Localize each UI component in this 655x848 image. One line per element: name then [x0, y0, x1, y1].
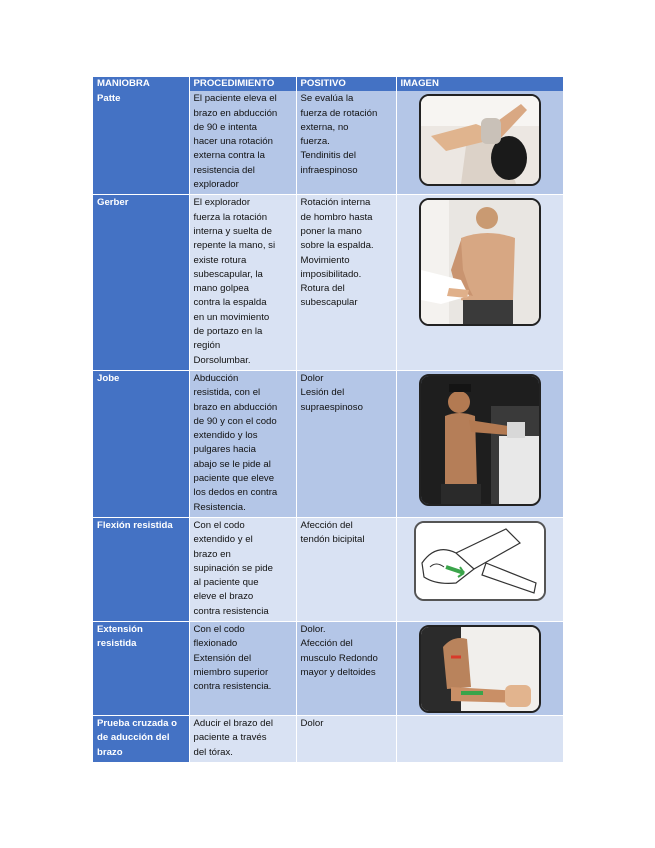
maniobra-cell: Gerber	[93, 195, 189, 371]
imagen-cell	[396, 195, 563, 371]
header-row	[93, 77, 563, 91]
patte-photo	[419, 94, 541, 186]
positivo-cell: Dolor. Afección del musculo Redondo mayor y deltoides	[296, 621, 396, 715]
jobe-photo	[419, 374, 541, 506]
procedimiento-cell: Con el codo extendido y el brazo en supinación se pide al paciente que eleve el brazo contra resistencia	[189, 517, 296, 621]
table-row	[93, 621, 563, 715]
header-imagen: IMAGEN	[396, 77, 563, 91]
extension-photo	[419, 625, 541, 713]
procedimiento-cell: Con el codo flexionado Extensión del miembro superior contra resistencia.	[189, 621, 296, 715]
table-row	[93, 517, 563, 621]
table-row	[93, 715, 563, 762]
procedimiento-cell: Aducir el brazo del paciente a través del tórax.	[189, 715, 296, 762]
procedimiento-cell: Abducción resistida, con el brazo en abducción de 90 y con el codo extendido y los pulgares hacia abajo se le pide al paciente que eleve los dedos en contra Resistencia.	[189, 370, 296, 517]
positivo-cell: Dolor Lesión del supraespinoso	[296, 370, 396, 517]
table-row	[93, 195, 563, 371]
flexion-illustration	[414, 521, 546, 601]
table-row	[93, 370, 563, 517]
maniobra-cell: Flexión resistida	[93, 517, 189, 621]
maniobra-cell: Extensión resistida	[93, 621, 189, 715]
maniobra-cell: Patte	[93, 91, 189, 195]
imagen-cell	[396, 715, 563, 762]
maniobra-cell: Jobe	[93, 370, 189, 517]
positivo-cell: Afección del tendón bicipital	[296, 517, 396, 621]
header-procedimiento: PROCEDIMIENTO	[189, 77, 296, 91]
gerber-photo	[419, 198, 541, 326]
maneuvers-table	[93, 77, 564, 763]
imagen-cell	[396, 91, 563, 195]
header-positivo: POSITIVO	[296, 77, 396, 91]
table-row	[93, 91, 563, 195]
imagen-cell	[396, 370, 563, 517]
procedimiento-cell: El paciente eleva el brazo en abducción de 90 e intenta hacer una rotación externa contra la resistencia del explorador	[189, 91, 296, 195]
header-maniobra: MANIOBRA	[93, 77, 189, 91]
positivo-cell: Se evalúa la fuerza de rotación externa, no fuerza. Tendinitis del infraespinoso	[296, 91, 396, 195]
imagen-cell	[396, 517, 563, 621]
maniobra-cell: Prueba cruzada o de aducción del brazo	[93, 715, 189, 762]
imagen-cell	[396, 621, 563, 715]
positivo-cell: Rotación interna de hombro hasta poner la mano sobre la espalda. Movimiento imposibilitado. Rotura del subescapular	[296, 195, 396, 371]
procedimiento-cell: El explorador fuerza la rotación interna y suelta de repente la mano, si existe rotura subescapular, la mano golpea contra la espalda en un movimiento de portazo en la región Dorsolumbar.	[189, 195, 296, 371]
positivo-cell: Dolor	[296, 715, 396, 762]
